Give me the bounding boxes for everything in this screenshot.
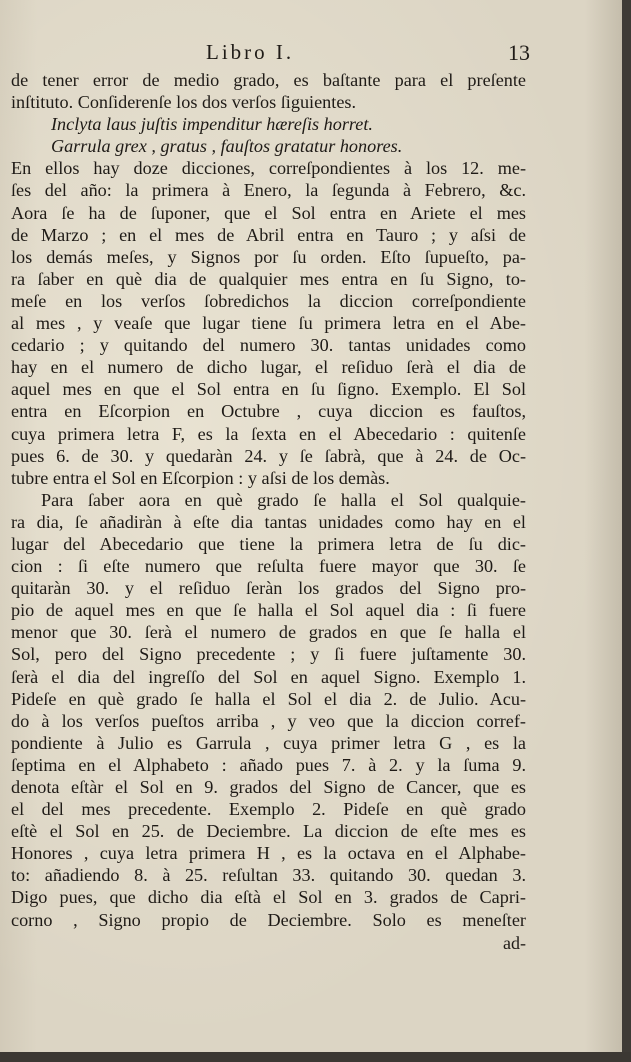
- text-line: el del mes precedente. Exemplo 2. Pideſe en què grado: [11, 799, 526, 820]
- text-line: cuya primera letra F, es la ſexta en el Abecedario : quitenſe: [11, 423, 526, 444]
- page-number: 13: [508, 40, 530, 65]
- text-line: denota eſtàr el Sol en 9. grados del Signo de Cancer, que es: [11, 777, 526, 797]
- text-line: ſerà el dia del ingreſſo del Sol en aquel Signo. Exemplo 1.: [11, 666, 526, 687]
- text-line: cion : ſi eſte numero que reſulta fuere mayor que 30. ſe: [11, 556, 526, 577]
- text-line: to: añadiendo 8. à 25. reſultan 33. quitando 30. quedan 3.: [11, 865, 526, 886]
- text-line: ra dia, ſe añadiràn à eſte dia tantas unidades como hay en el: [11, 511, 526, 532]
- text-line: ra ſaber en què dia de qualquier mes entra en ſu Signo, to-: [11, 268, 526, 289]
- verse-line: Inclyta laus juſtis impenditur hæreſis horret.: [51, 114, 373, 135]
- text-line: En ellos hay doze dicciones, correſpondientes à los 12. me-: [11, 158, 526, 179]
- text-line: Sol, pero del Signo precedente ; y ſi fuere juſtamente 30.: [11, 644, 526, 665]
- text-line: do à los verſos pueſtos arriba , y veo que la diccion corref-: [11, 710, 526, 731]
- text-line: pues 6. de 30. y quedaràn 24. y ſe ſabrà, que à 24. de Oc-: [11, 445, 526, 466]
- text-line: ſeptima en el Alphabeto : añado pues 7. à 2. y la ſuma 9.: [11, 754, 526, 775]
- text-line: ſes del año: la primera à Enero, la ſegunda à Febrero, &c.: [11, 180, 526, 201]
- text-line: inſtituto. Conſiderenſe los dos verſos ſiguientes.: [11, 92, 357, 113]
- text-line: aquel mes en que el Sol entra en ſu ſigno. Exemplo. El Sol: [11, 379, 526, 400]
- text-line: corno , Signo propio de Deciembre. Solo es meneſter: [11, 909, 526, 930]
- text-line: hay en el numero de dicho lugar, el reſiduo ſerà el dia de: [11, 357, 526, 378]
- text-line: pondiente à Julio es Garrula , cuya primer letra G , es la: [11, 732, 526, 753]
- text-line: pio de aquel mes en que ſe halla el Sol aquel dia : ſi fuere: [11, 600, 526, 621]
- page-edge-right: [622, 0, 631, 1062]
- text-line: tubre entra el Sol en Eſcorpion : y aſsi de los demàs.: [11, 467, 390, 488]
- paragraph-start-line: Para ſaber aora en què grado ſe halla el Sol qualquie-: [41, 489, 526, 510]
- catchword: ad-: [503, 932, 526, 953]
- text-line: cedario ; y quitando del numero 30. tantas unidades como: [11, 335, 526, 356]
- text-line: Pideſe en què grado ſe halla el Sol el dia 2. de Julio. Acu-: [11, 688, 526, 709]
- text-line: Digo pues, que dicho dia eſtà el Sol en 3. grados de Capri-: [11, 887, 526, 908]
- text-line: lugar del Abecedario que tiene la primera letra de ſu dic-: [11, 533, 526, 554]
- running-title: Libro I.: [206, 40, 295, 64]
- verse-line: Garrula grex , gratus , fauſtos gratatur honores.: [51, 136, 403, 157]
- text-line: de Marzo ; en el mes de Abril entra en Tauro ; y aſsi de: [11, 224, 526, 245]
- page-edge-bottom: [0, 1052, 631, 1062]
- text-line: entra en Eſcorpion en Octubre , cuya diccion es fauſtos,: [11, 401, 526, 422]
- running-header: [11, 0, 530, 65]
- text-line: al mes , y veaſe que lugar tiene ſu primera letra en el Abe-: [11, 313, 526, 334]
- text-line: Aora ſe ha de ſuponer, que el Sol entra en Ariete el mes: [11, 202, 526, 223]
- text-line: eſtè el Sol en 25. de Deciembre. La diccion de eſte mes es: [11, 821, 526, 842]
- text-line: quitaràn 30. y el reſiduo ſeràn los grados del Signo pro-: [11, 578, 526, 599]
- catchword-row: [11, 931, 526, 957]
- text-line: meſe en los verſos ſobredichos la diccion correſpondiente: [11, 290, 526, 311]
- text-line: de tener error de medio grado, es baſtante para el preſente: [11, 70, 526, 90]
- text-line: Honores , cuya letra primera H , es la octava en el Alphabe-: [11, 843, 526, 864]
- text-line: menor que 30. ſerà el numero de grados en que ſe halla el: [11, 622, 526, 643]
- body-text: [11, 69, 526, 957]
- text-block: [11, 0, 530, 957]
- text-line: los demás meſes, y Signos por ſu orden. Eſto ſupueſto, pa-: [11, 246, 526, 267]
